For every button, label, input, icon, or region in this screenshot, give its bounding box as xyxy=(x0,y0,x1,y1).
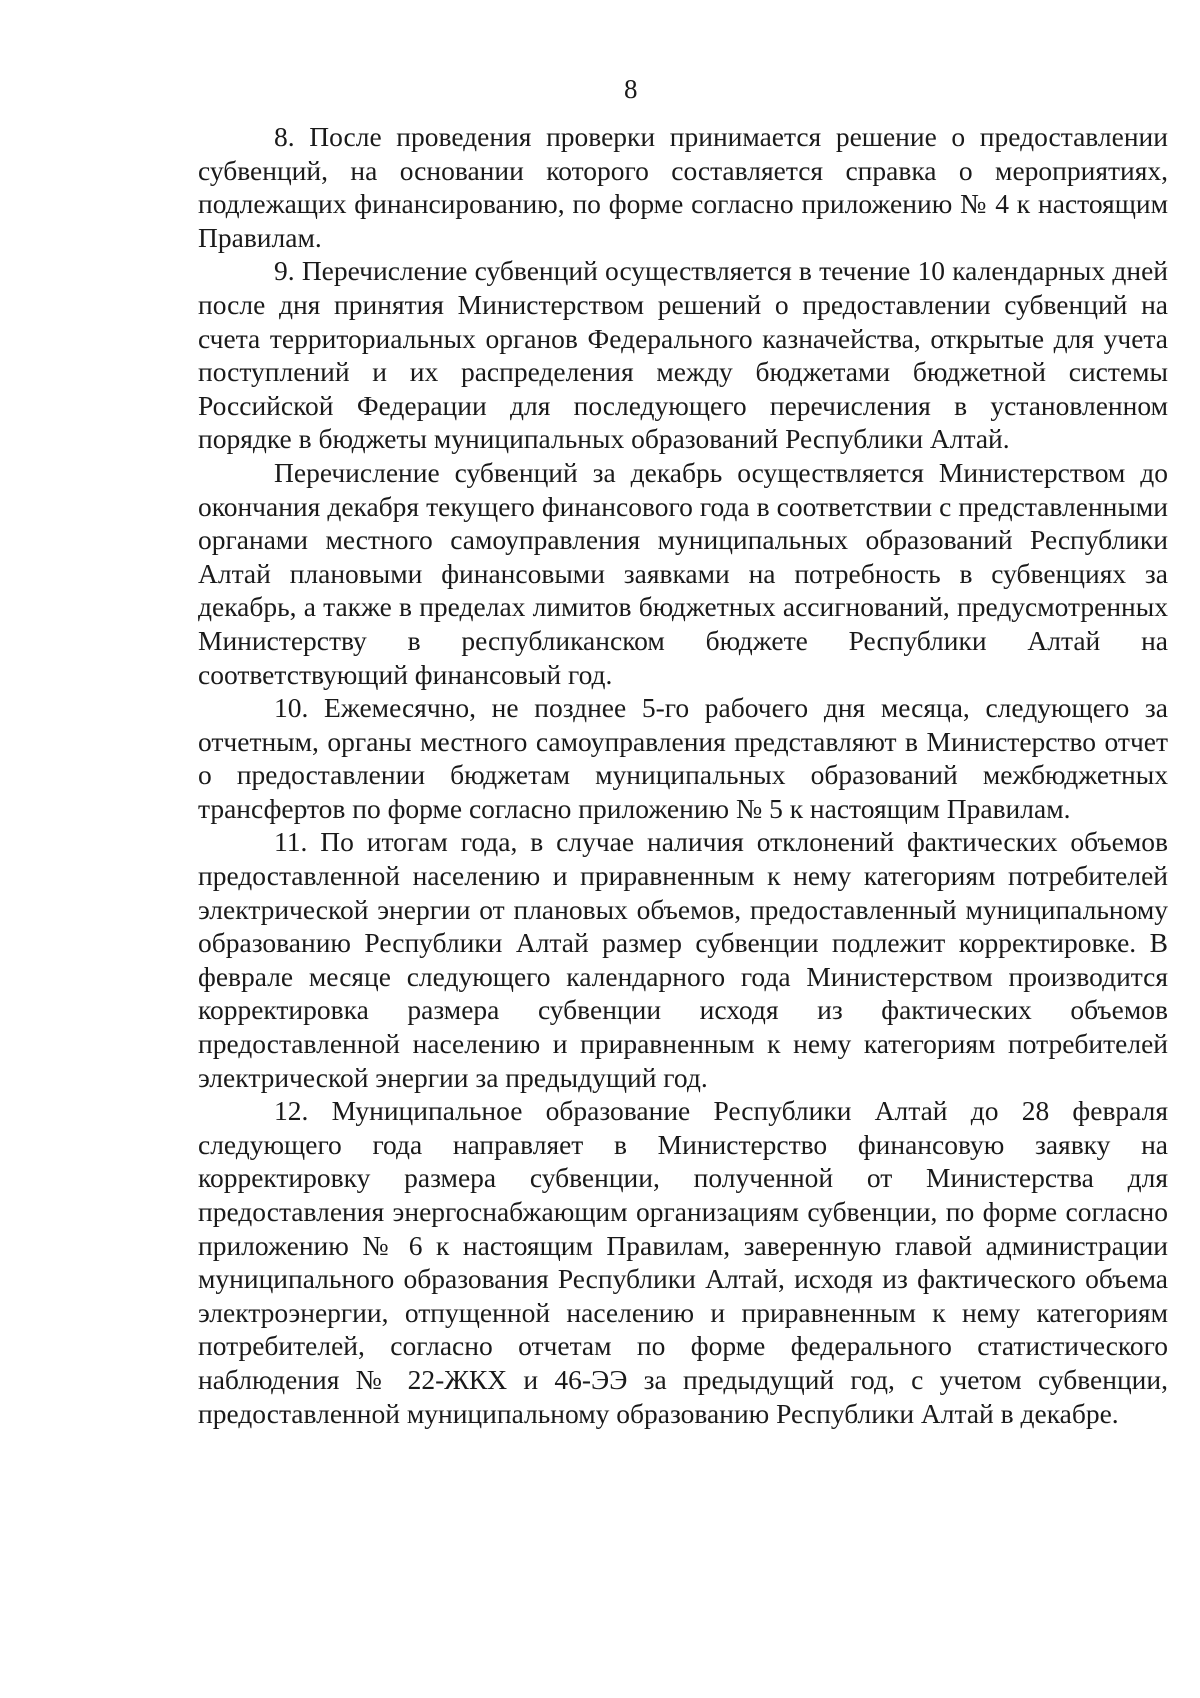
paragraph-10: 10. Ежемесячно, не позднее 5-го рабочего дня месяца, следующего за отчетным, органы местного самоуправления представляют в Министерство отчет о предоставлении бюджетам муниципальных образований межбюджетных трансфертов по форме согласно приложению № 5 к настоящим Правилам. xyxy=(198,692,1168,824)
document-body xyxy=(198,120,1168,1430)
paragraph-12: 12. Муниципальное образование Республики Алтай до 28 февраля следующего года направляет в Министерство финансовую заявку на корректировку размера субвенции, полученной от Министерства для предоставления энергоснабжающим организациям субвенции, по форме согласно приложению № 6 к настоящим Правилам, заверенную главой администрации муниципального образования Республики Алтай, исходя из фактического объема электроэнергии, отпущенной населению и приравненным к нему категориям потребителей, согласно отчетам по форме федерального статистического наблюдения № 22-ЖКХ и 46-ЭЭ за предыдущий год, с учетом субвенции, предоставленной муниципальному образованию Республики Алтай в декабре. xyxy=(198,1095,1168,1429)
paragraph-8: 8. После проведения проверки принимается решение о предоставлении субвенций, на основании которого составляется справка о мероприятиях, подлежащих финансированию, по форме согласно приложению № 4 к настоящим Правилам. xyxy=(198,121,1168,253)
paragraph-11: 11. По итогам года, в случае наличия отклонений фактических объемов предоставленной населению и приравненным к нему категориям потребителей электрической энергии от плановых объемов, предоставленный муниципальному образованию Республики Алтай размер субвенции подлежит корректировке. В феврале месяце следующего календарного года Министерством производится корректировка размера субвенции исходя из фактических объемов предоставленной населению и приравненным к нему категориям потребителей электрической энергии за предыдущий год. xyxy=(198,826,1168,1093)
page-number-text: 8 xyxy=(624,74,638,104)
paragraph-9: 9. Перечисление субвенций осуществляется в течение 10 календарных дней после дня принятия Министерством решений о предоставлении субвенций на счета территориальных органов Федерального казначейства, открытые для учета поступлений и их распределения между бюджетами бюджетной системы Российской Федерации для последующего перечисления в установленном порядке в бюджеты муниципальных образований Республики Алтай. xyxy=(198,255,1168,455)
paragraph-9-december: Перечисление субвенций за декабрь осуществляется Министерством до окончания декабря текущего финансового года в соответствии с представленными органами местного самоуправления муниципальных образований Республики Алтай плановыми финансовыми заявками на потребность в субвенциях за декабрь, а также в пределах лимитов бюджетных ассигнований, предусмотренных Министерству в республиканском бюджете Республики Алтай на соответствующий финансовый год. xyxy=(198,456,1168,690)
